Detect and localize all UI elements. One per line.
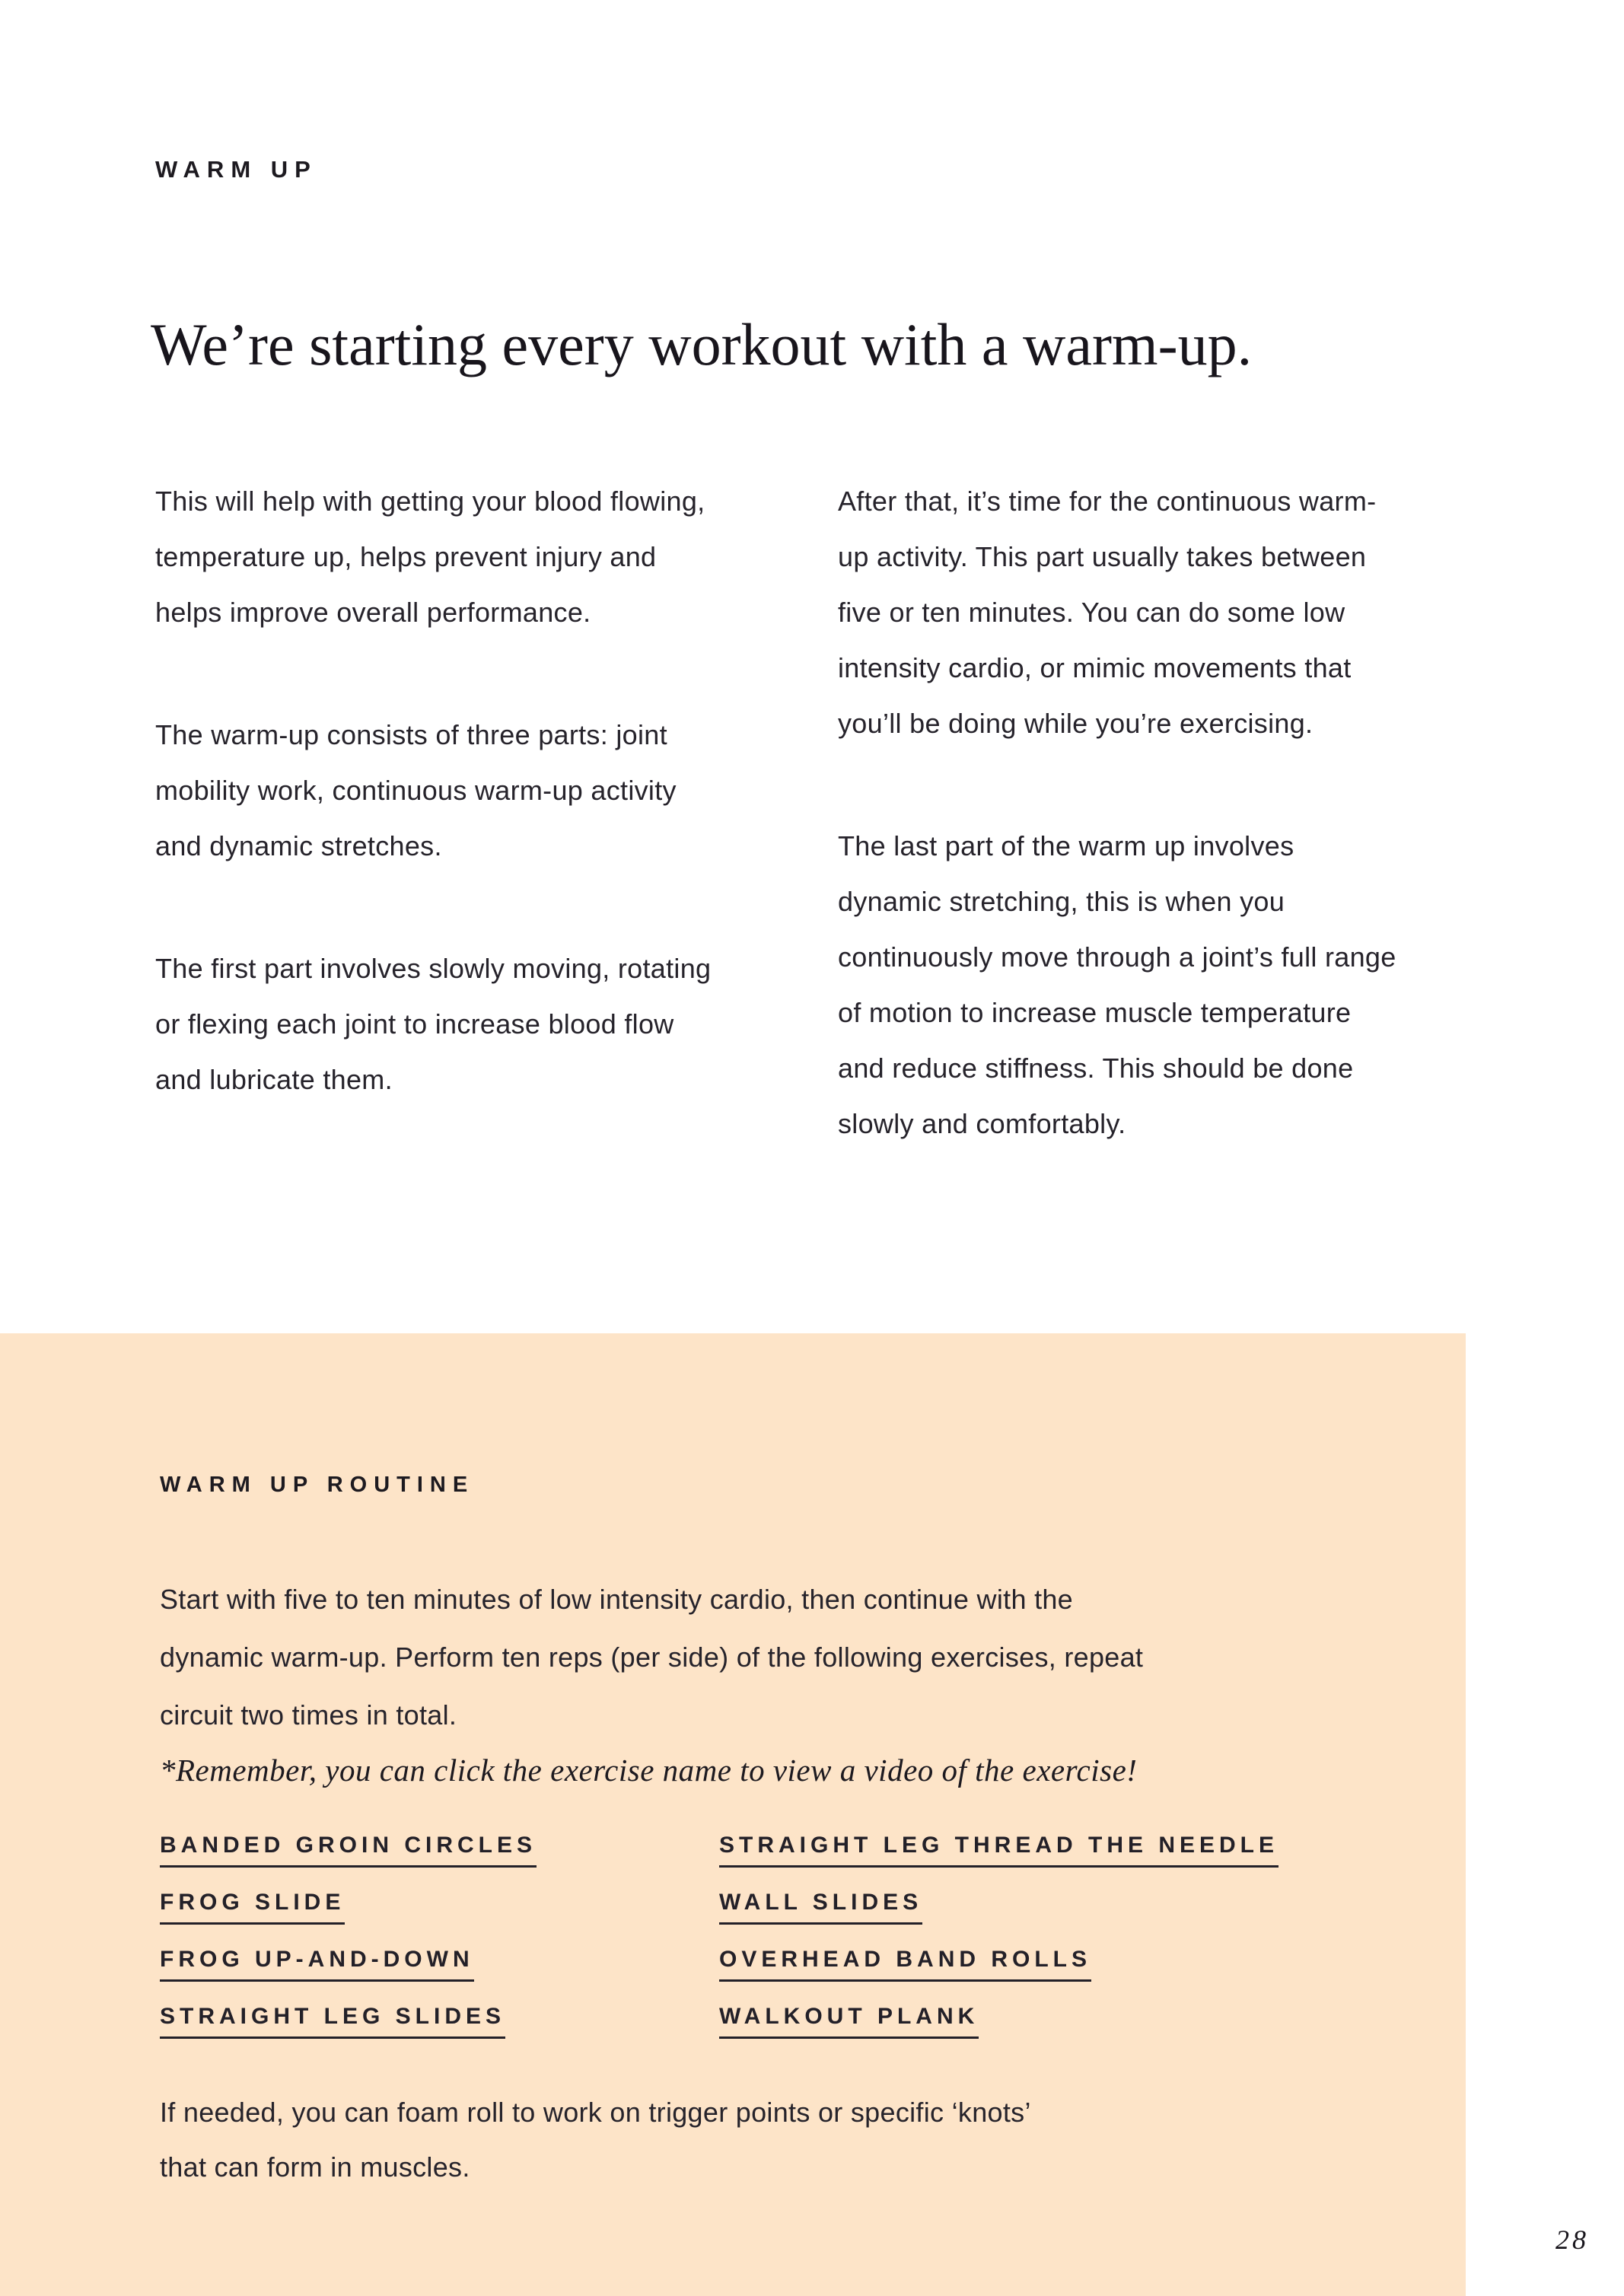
intro-right-column [838, 473, 1405, 1218]
exercise-link-banded-groin-circles[interactable]: BANDED GROIN CIRCLES [160, 1833, 537, 1868]
warm-up-routine-panel [0, 1333, 1466, 2296]
exercise-link-frog-up-and-down[interactable]: FROG UP-AND-DOWN [160, 1947, 474, 1982]
paragraph-benefits: This will help with getting your blood flowing, temperature up, helps prevent injury and helps improve overall performance. [155, 486, 705, 628]
page-title: We’re starting every workout with a warm-up. [151, 311, 1253, 377]
intro-columns [155, 473, 1479, 1218]
link-row [719, 2004, 1306, 2061]
routine-instructions: Start with five to ten minutes of low intensity cardio, then continue with the dynamic warm-up. Perform ten reps (per side) of the following exercises, repeat circuit two times in total. [160, 1584, 1144, 1731]
exercise-links-left-column [160, 1833, 719, 2061]
paragraph-first-part: The first part involves slowly moving, rotating or flexing each joint to increase blood flow and lubricate them. [155, 953, 712, 1095]
link-row [160, 2004, 719, 2061]
intro-left-column [155, 473, 722, 1218]
link-row [719, 1890, 1306, 1947]
paragraph-three-parts: The warm-up consists of three parts: joint mobility work, continuous warm-up activity and dynamic stretches. [155, 719, 677, 861]
exercise-link-frog-slide[interactable]: FROG SLIDE [160, 1890, 345, 1925]
paragraph-continuous-warmup: After that, it’s time for the continuous warm-up activity. This part usually takes between five or ten minutes. You can do some low intensity cardio, or mimic movements that you’ll be doing while you’re exercising. [838, 486, 1377, 739]
exercise-link-walkout-plank[interactable]: WALKOUT PLANK [719, 2004, 979, 2039]
exercise-links [160, 1833, 1306, 2061]
link-row [160, 1947, 719, 2004]
exercise-link-straight-leg-thread-the-needle[interactable]: STRAIGHT LEG THREAD THE NEEDLE [719, 1833, 1279, 1868]
exercise-link-wall-slides[interactable]: WALL SLIDES [719, 1890, 922, 1925]
link-row [160, 1833, 719, 1890]
link-row [719, 1947, 1306, 2004]
routine-video-note: *Remember, you can click the exercise name to view a video of the exercise! [160, 1753, 1138, 1788]
paragraph-dynamic-stretching: The last part of the warm up involves dynamic stretching, this is when you continuously move through a joint’s full range of motion to increase muscle temperature and reduce stiffness. This should be done slowly and comfortably. [838, 830, 1396, 1139]
link-row [160, 1890, 719, 1947]
section-label: WARM UP [155, 156, 317, 183]
routine-foam-roll-note: If needed, you can foam roll to work on trigger points or specific ‘knots’ that can form in muscles. [160, 2097, 1030, 2183]
routine-heading: WARM UP ROUTINE [160, 1473, 475, 1497]
exercise-link-overhead-band-rolls[interactable]: OVERHEAD BAND ROLLS [719, 1947, 1091, 1982]
link-row [719, 1833, 1306, 1890]
page-number: 28 [1556, 2224, 1589, 2255]
exercise-link-straight-leg-slides[interactable]: STRAIGHT LEG SLIDES [160, 2004, 505, 2039]
exercise-links-right-column [719, 1833, 1306, 2061]
